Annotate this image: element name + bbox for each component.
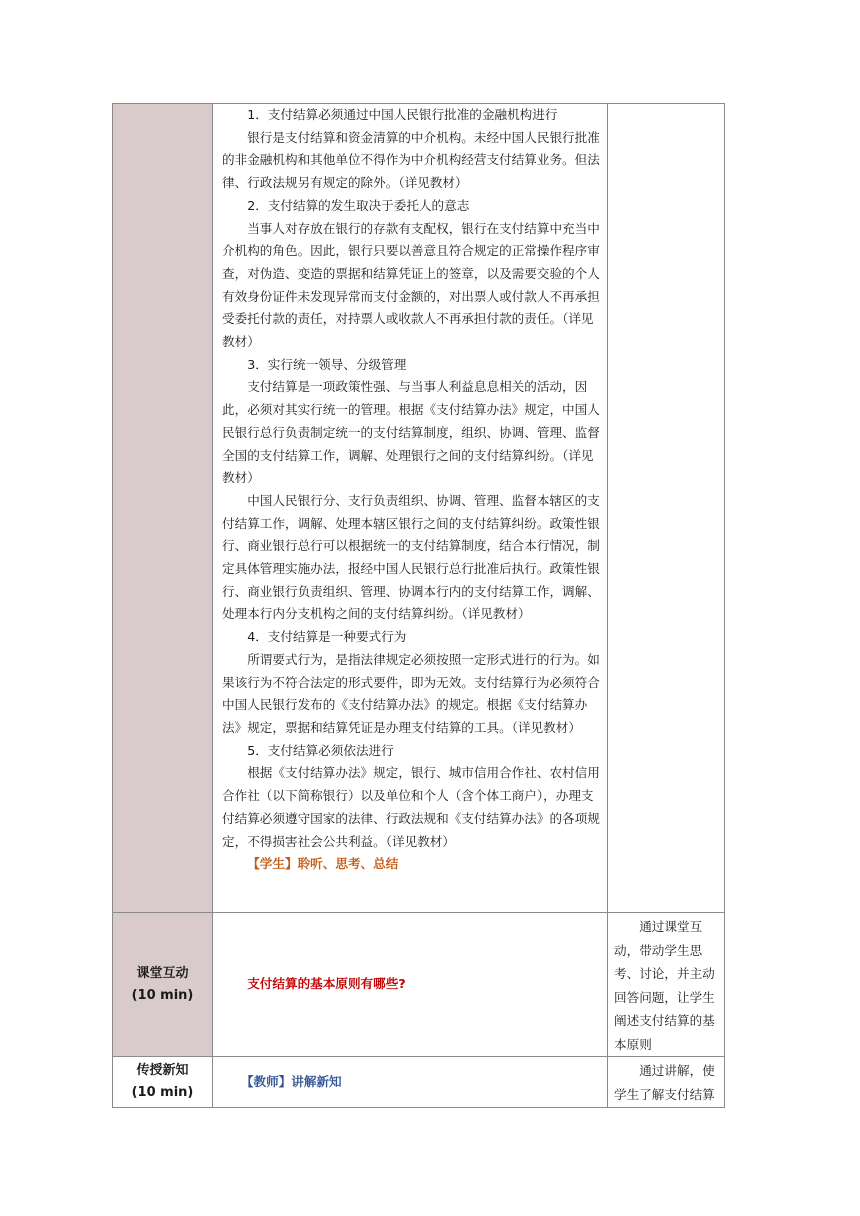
principle-heading-2: 2．支付结算的发生取决于委托人的意志 [247, 197, 470, 213]
principle-body-5: 根据《支付结算办法》规定，银行、城市信用合作社、农村信用合作社（以下简称银行）以及单位和个人（含个体工商户），办理支付结算必须遵守国家的法律、行政法规和《支付结算办法》的各项规定，不得损害社会公共利益。（详见教材） [222, 765, 600, 849]
principle-heading-3: 3．实行统一领导、分级管理 [247, 356, 407, 372]
interaction-content-cell [213, 913, 608, 1057]
interaction-note-cell [608, 913, 725, 1057]
teacher-activity-label: 【教师】讲解新知 [240, 1073, 342, 1089]
note-cell-empty [608, 104, 725, 913]
stage-duration: (10 min) [131, 1085, 194, 1100]
principle-body-4: 所谓要式行为，是指法律规定必须按照一定形式进行的行为。如果该行为不符合法定的形式要件，即为无效。支付结算行为必须符合中国人民银行发布的《支付结算办法》的规定。根据《支付结算办法》规定，票据和结算凭证是办理支付结算的工具。（详见教材） [222, 651, 600, 735]
new-knowledge-note: 通过讲解，使学生了解支付结算 [614, 1063, 715, 1102]
stage-cell-interaction [113, 913, 213, 1057]
principle-body-2: 当事人对存放在银行的存款有支配权，银行在支付结算中充当中介机构的角色。因此，银行只要以善意且符合规定的正常操作程序审查，对伪造、变造的票据和结算凭证上的签章，以及需要交验的个人有效身份证件未发现异常而支付金额的，对出票人或付款人不再承担受委托付款的责任，对持票人或收款人不再承担付款的责任。（详见教材） [222, 220, 600, 350]
principle-heading-4: 4．支付结算是一种要式行为 [247, 629, 407, 645]
stage-cell-empty [113, 104, 213, 913]
interaction-question: 支付结算的基本原则有哪些? [247, 976, 406, 992]
principle-heading-1: 1．支付结算必须通过中国人民银行批准的金融机构进行 [247, 107, 558, 122]
stage-title: 传授新知 [136, 1063, 189, 1078]
new-knowledge-content-cell [213, 1057, 608, 1108]
new-knowledge-note-cell [608, 1057, 725, 1108]
stage-cell-new-knowledge [113, 1057, 213, 1108]
principle-body-1: 银行是支付结算和资金清算的中介机构。未经中国人民银行批准的非金融机构和其他单位不得作为中介机构经营支付结算业务。但法律、行政法规另有规定的除外。（详见教材） [222, 129, 600, 191]
stage-title: 课堂互动 [136, 965, 189, 981]
principle-body-3a: 支付结算是一项政策性强、与当事人利益息息相关的活动，因此，必须对其实行统一的管理。根据《支付结算办法》规定，中国人民银行总行负责制定统一的支付结算制度，组织、协调、管理、监督全国的支付结算工作，调解、处理银行之间的支付结算纠纷。（详见教材） [222, 379, 600, 486]
interaction-note: 通过课堂互动，带动学生思考、讨论，并主动回答问题，让学生阐述支付结算的基本原则 [614, 919, 715, 1052]
principle-heading-5: 5．支付结算必须依法进行 [247, 742, 394, 758]
lesson-plan-table [112, 103, 725, 1108]
student-activity-label: 【学生】聆听、思考、总结 [247, 856, 399, 872]
principle-body-3b: 中国人民银行分、支行负责组织、协调、管理、监督本辖区的支付结算工作，调解、处理本辖区银行之间的支付结算纠纷。政策性银行、商业银行总行可以根据统一的支付结算制度，结合本行情况，制定具体管理实施办法，报经中国人民银行总行批准后执行。政策性银行、商业银行负责组织、管理、协调本行内的支付结算工作，调解、处理本行内分支机构之间的支付结算纠纷。（详见教材） [222, 492, 600, 622]
content-cell [213, 104, 608, 913]
new-knowledge-row [113, 1057, 725, 1108]
interaction-row [113, 913, 725, 1057]
stage-duration: (10 min) [131, 987, 194, 1003]
content-row [113, 104, 725, 913]
